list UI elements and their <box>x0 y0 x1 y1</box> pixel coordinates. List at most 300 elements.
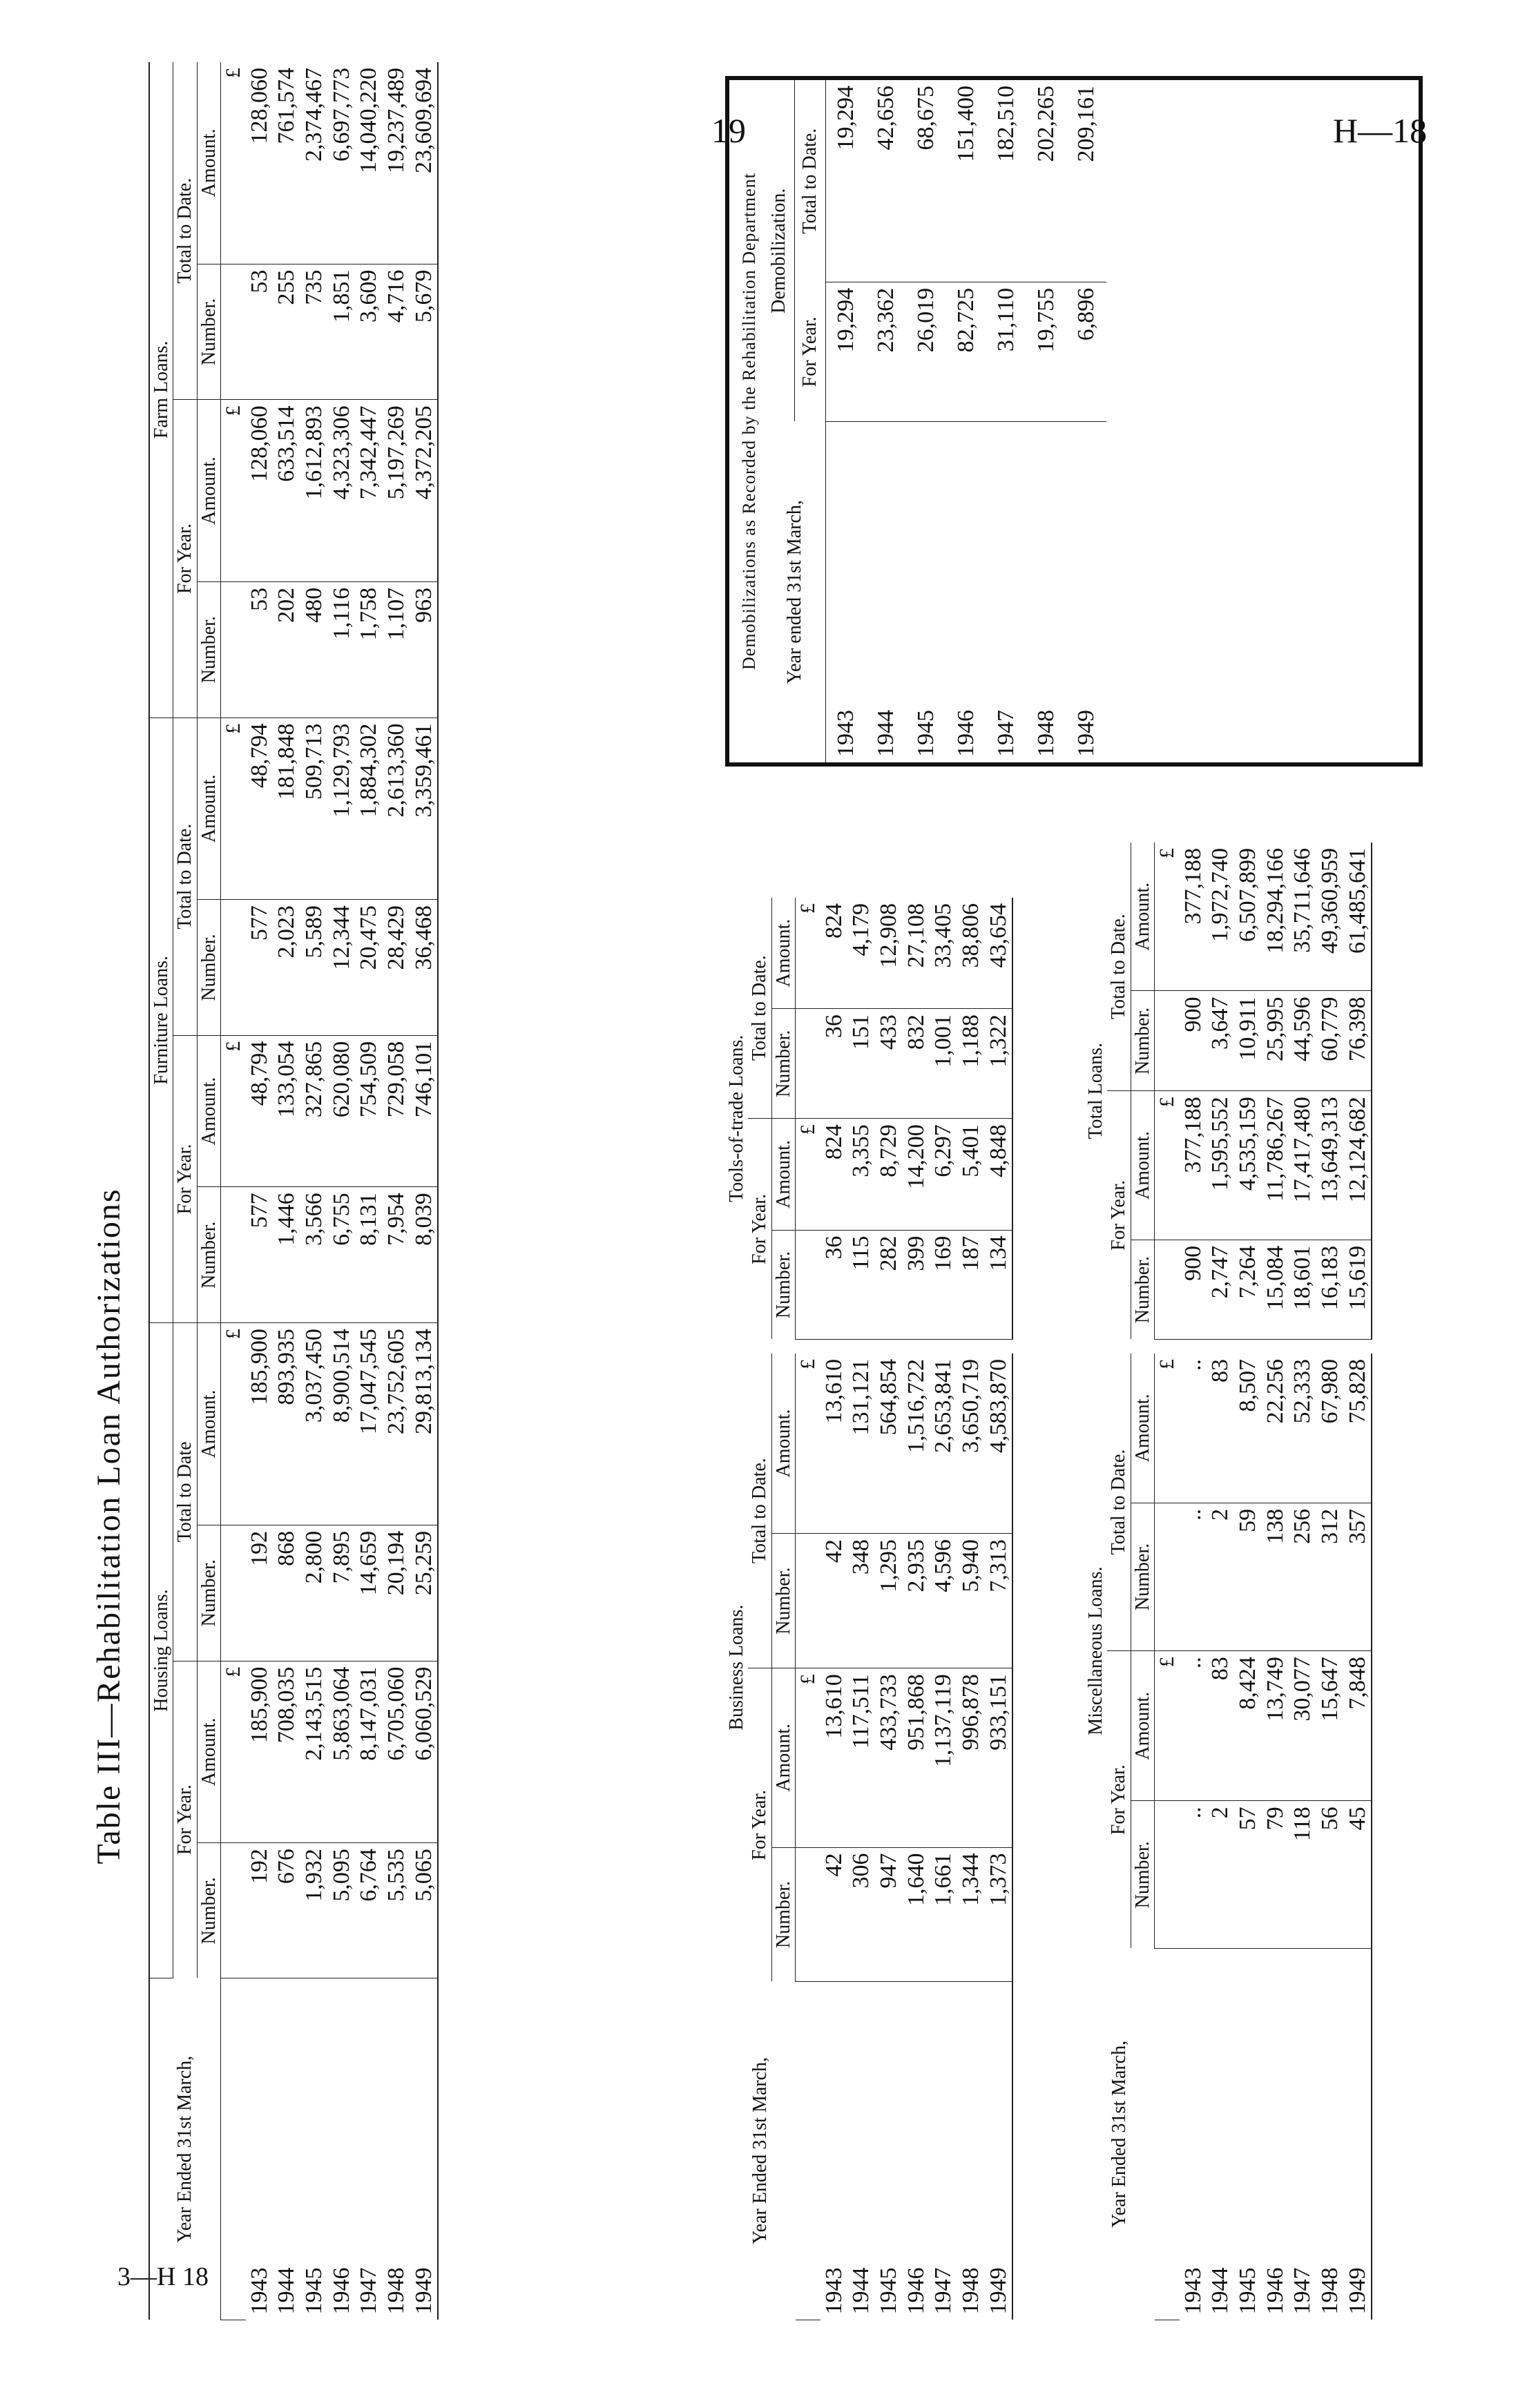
empty-cell <box>221 1978 246 2320</box>
value-cell: 893,935 <box>273 1323 300 1525</box>
value-cell: 1,344 <box>957 1847 985 1981</box>
loans-table-housing-furniture-farm <box>148 62 439 2320</box>
value-cell: 29,813,134 <box>410 1323 439 1525</box>
value-cell: 7,954 <box>383 1187 410 1323</box>
value-cell: 3,609 <box>355 264 383 400</box>
value-cell: 8,039 <box>410 1187 439 1323</box>
pound-row <box>796 1354 820 2320</box>
value-cell: 14,040,220 <box>355 62 383 264</box>
year-cell: 1944 <box>1207 2267 1233 2315</box>
value-cell: 17,417,480 <box>1289 1091 1316 1240</box>
section-title: Total Loans. <box>1085 1042 1106 1139</box>
col-header-number: Number. <box>1131 1503 1154 1650</box>
empty-cell <box>1155 1240 1180 1339</box>
year-cell: 1943 <box>820 2267 847 2315</box>
table-row <box>903 1354 930 2320</box>
value-cell: 761,574 <box>273 62 300 264</box>
value-cell: 118 <box>1289 1801 1316 1948</box>
pound-sign: £ <box>221 62 246 264</box>
empty-cell <box>796 1534 820 1668</box>
demobilizations-box <box>725 76 1423 767</box>
col-header-number: Number. <box>197 1187 220 1323</box>
table-row <box>1180 842 1207 1340</box>
col-header-amount: Amount. <box>197 400 220 582</box>
table-row <box>985 898 1013 1340</box>
col-header-amount: Amount. <box>197 1661 220 1843</box>
value-cell: 18,601 <box>1289 1240 1316 1339</box>
value-cell: 19,294 <box>826 80 867 282</box>
value-cell: 306 <box>847 1847 875 1981</box>
sub-header: Total to Date. <box>1107 842 1131 1091</box>
table-row <box>1207 842 1234 1340</box>
table-title: Table III—Rehabilitation Loan Authorizations <box>90 1188 127 1865</box>
col-header-amount: Amount. <box>1131 1651 1154 1801</box>
year-cell: 1944 <box>873 710 899 757</box>
table-row <box>1262 842 1289 1340</box>
col-header-amount: Amount. <box>771 1119 795 1230</box>
value-cell: 256 <box>1289 1503 1316 1650</box>
value-cell: 3,359,461 <box>410 717 439 900</box>
pound-row <box>221 62 246 2320</box>
value-cell: 1,661 <box>930 1847 957 1981</box>
value-cell: 3,566 <box>300 1187 328 1323</box>
table-row <box>1234 1354 1262 2320</box>
value-cell: 7,895 <box>328 1525 356 1661</box>
table-row <box>246 62 273 2320</box>
value-cell: 900 <box>1180 991 1207 1091</box>
value-cell: 45 <box>1344 1801 1372 1948</box>
empty-cell <box>221 1843 246 1978</box>
value-cell: 12,908 <box>875 898 903 1009</box>
value-cell: 5,535 <box>383 1843 410 1978</box>
col-header-amount: Amount. <box>197 1035 220 1187</box>
year-cell: 1947 <box>1289 2267 1316 2315</box>
value-cell: 399 <box>903 1230 930 1339</box>
value-cell: 30,077 <box>1289 1651 1316 1801</box>
value-cell: 33,405 <box>930 898 957 1009</box>
value-cell: 42 <box>820 1847 848 1981</box>
value-cell: 1,640 <box>903 1847 930 1981</box>
value-cell: 36 <box>820 1230 848 1339</box>
year-cell: 1945 <box>913 710 939 757</box>
value-cell: 5,065 <box>410 1843 439 1978</box>
year-cell: 1943 <box>246 2267 272 2315</box>
sub-header: Total to Date. <box>173 717 197 1035</box>
empty-cell <box>1155 1801 1180 1948</box>
value-cell: 169 <box>930 1230 957 1339</box>
value-cell: 202,265 <box>1026 80 1066 282</box>
empty-cell <box>1155 1948 1180 2320</box>
value-cell: 14,200 <box>903 1119 930 1230</box>
value-cell: 2,653,841 <box>930 1354 957 1534</box>
year-header: Year Ended 31st March, <box>749 2057 771 2244</box>
value-cell: 377,188 <box>1180 842 1207 991</box>
pound-sign: £ <box>796 1354 820 1534</box>
value-cell: 23,609,694 <box>410 62 439 264</box>
table-row <box>820 1354 848 2320</box>
value-cell: 36 <box>820 1009 848 1119</box>
value-cell: 2 <box>1207 1503 1234 1650</box>
value-cell: .. <box>1180 1801 1207 1948</box>
value-cell: 11,786,267 <box>1262 1091 1289 1240</box>
value-cell: .. <box>1180 1503 1207 1650</box>
value-cell: 1,595,552 <box>1207 1091 1234 1240</box>
empty-cell <box>221 1525 246 1661</box>
value-cell: 1,972,740 <box>1207 842 1234 991</box>
table-row <box>1289 1354 1316 2320</box>
pound-sign: £ <box>796 898 820 1009</box>
year-cell: 1949 <box>1073 710 1099 757</box>
table-row <box>906 80 946 762</box>
value-cell: 26,019 <box>906 282 946 421</box>
table-row <box>957 898 985 1340</box>
value-cell: 2,935 <box>903 1534 930 1668</box>
value-cell: 824 <box>820 898 848 1009</box>
value-cell: 185,900 <box>246 1661 273 1843</box>
sub-header: For Year. <box>748 1119 771 1340</box>
value-cell: 19,237,489 <box>383 62 410 264</box>
value-cell: 4,583,870 <box>985 1354 1013 1534</box>
pound-row <box>1155 1354 1180 2320</box>
value-cell: 117,511 <box>847 1668 875 1847</box>
value-cell: 128,060 <box>246 62 273 264</box>
year-cell: 1947 <box>930 2267 957 2315</box>
value-cell: 52,333 <box>1289 1354 1316 1503</box>
value-cell: 1,373 <box>985 1847 1013 1981</box>
table-row <box>1026 80 1066 762</box>
pound-sign: £ <box>796 1119 820 1230</box>
col-header-number: Number. <box>197 900 220 1036</box>
value-cell: 327,865 <box>300 1035 328 1187</box>
value-cell: 134 <box>985 1230 1013 1339</box>
col-header-number: Number. <box>1131 1240 1154 1339</box>
col-header-amount: Amount. <box>197 717 220 900</box>
table-row <box>930 898 957 1340</box>
group-header: Demobilization. <box>764 80 795 421</box>
table-row <box>957 1354 985 2320</box>
rotated-page-content <box>90 62 1437 2320</box>
value-cell: 6,507,899 <box>1234 842 1262 991</box>
empty-cell <box>221 264 246 400</box>
value-cell: 8,729 <box>875 1119 903 1230</box>
value-cell: 1,295 <box>875 1534 903 1668</box>
value-cell: 59 <box>1234 1503 1262 1650</box>
table-row <box>1344 1354 1372 2320</box>
value-cell: 42 <box>820 1534 848 1668</box>
value-cell: 4,596 <box>930 1534 957 1668</box>
value-cell: 433,733 <box>875 1668 903 1847</box>
year-cell: 1945 <box>1235 2267 1261 2315</box>
year-cell: 1948 <box>1317 2267 1343 2315</box>
pound-row <box>796 898 820 1340</box>
year-cell: 1943 <box>833 710 858 757</box>
value-cell: 182,510 <box>986 80 1026 282</box>
value-cell: 57 <box>1234 1801 1262 1948</box>
value-cell: 35,711,646 <box>1289 842 1316 991</box>
year-cell: 1945 <box>301 2267 327 2315</box>
value-cell: 82,725 <box>946 282 986 421</box>
table-row <box>355 62 383 2320</box>
table-row <box>826 80 867 762</box>
sub-header: For Year. <box>748 1668 771 1982</box>
col-header-number: Number. <box>771 1534 795 1668</box>
value-cell: 38,806 <box>957 898 985 1009</box>
value-cell: 15,647 <box>1316 1651 1344 1801</box>
value-cell: 23,752,605 <box>383 1323 410 1525</box>
value-cell: 12,344 <box>328 900 356 1036</box>
value-cell: 68,675 <box>906 80 946 282</box>
value-cell: 951,868 <box>903 1668 930 1847</box>
value-cell: 5,679 <box>410 264 439 400</box>
value-cell: 735 <box>300 264 328 400</box>
year-cell: 1947 <box>356 2267 382 2315</box>
value-cell: 3,355 <box>847 1119 875 1230</box>
value-cell: 1,001 <box>930 1009 957 1119</box>
col-header-number: Number. <box>197 264 220 400</box>
value-cell: 31,110 <box>986 282 1026 421</box>
total-loans-table <box>1084 842 1372 1340</box>
col-header-number: Number. <box>197 1843 220 1978</box>
sub-header: For Year. <box>173 1035 197 1322</box>
demobilizations-table <box>764 80 1106 762</box>
value-cell: 17,047,545 <box>355 1323 383 1525</box>
value-cell: 20,475 <box>355 900 383 1036</box>
empty-cell <box>796 1847 820 1981</box>
value-cell: 15,619 <box>1344 1240 1372 1339</box>
value-cell: 10,911 <box>1234 991 1262 1091</box>
table-row <box>273 62 300 2320</box>
col-header-number: Number. <box>1131 1801 1154 1948</box>
value-cell: 4,535,159 <box>1234 1091 1262 1240</box>
demobilizations-title: Demobilizations as Recorded by the Rehabilitation Department <box>739 173 759 670</box>
value-cell: 746,101 <box>410 1035 439 1187</box>
value-cell: 115 <box>847 1230 875 1339</box>
value-cell: 56 <box>1316 1801 1344 1948</box>
year-cell: 1948 <box>383 2267 410 2315</box>
value-cell: 2,747 <box>1207 1240 1234 1339</box>
value-cell: 357 <box>1344 1503 1372 1650</box>
table-row <box>1289 842 1316 1340</box>
value-cell: 1,116 <box>328 581 356 717</box>
section-title: Miscellaneous Loans. <box>1085 1566 1106 1735</box>
value-cell: 151 <box>847 1009 875 1119</box>
value-cell: 1,446 <box>273 1187 300 1323</box>
value-cell: 83 <box>1207 1651 1234 1801</box>
value-cell: 192 <box>246 1525 273 1661</box>
value-cell: 131,121 <box>847 1354 875 1534</box>
value-cell: 23,362 <box>866 282 906 421</box>
value-cell: 633,514 <box>273 400 300 582</box>
table-row <box>1344 842 1372 1340</box>
table-row <box>328 62 356 2320</box>
col-header-number: Number. <box>197 581 220 717</box>
value-cell: 6,297 <box>930 1119 957 1230</box>
value-cell: 312 <box>1316 1503 1344 1650</box>
value-cell: 1,758 <box>355 581 383 717</box>
value-cell: 676 <box>273 1843 300 1978</box>
value-cell: 708,035 <box>273 1661 300 1843</box>
value-cell: 202 <box>273 581 300 717</box>
year-header: Year Ended 31st March, <box>1108 2040 1131 2228</box>
year-cell: 1944 <box>848 2267 874 2315</box>
value-cell: 28,429 <box>383 900 410 1036</box>
group-header: Farm Loans. <box>149 62 173 717</box>
miscellaneous-loans-table <box>1084 1354 1372 2320</box>
pound-sign: £ <box>221 1323 246 1525</box>
value-cell: 27,108 <box>903 898 930 1009</box>
col-header: For Year. <box>795 282 826 421</box>
value-cell: 42,656 <box>866 80 906 282</box>
table-row <box>1316 842 1344 1340</box>
sub-header: For Year. <box>173 1661 197 1978</box>
year-cell: 1949 <box>410 1978 439 2320</box>
value-cell: 1,137,119 <box>930 1668 957 1847</box>
value-cell: 933,151 <box>985 1668 1013 1847</box>
value-cell: 824 <box>820 1119 848 1230</box>
value-cell: 7,342,447 <box>355 400 383 582</box>
section-title: Tools-of-trade Loans. <box>726 1034 747 1202</box>
table-row <box>946 80 986 762</box>
value-cell: 44,596 <box>1289 991 1316 1091</box>
value-cell: 8,424 <box>1234 1651 1262 1801</box>
value-cell: 2,613,360 <box>383 717 410 900</box>
empty-cell <box>796 1981 820 2320</box>
value-cell: 577 <box>246 1187 273 1323</box>
sub-header: Total to Date. <box>1107 1354 1131 1651</box>
col-header-amount: Amount. <box>1131 842 1154 991</box>
pound-sign: £ <box>796 1668 820 1847</box>
empty-cell <box>221 1187 246 1323</box>
table-row <box>1066 80 1106 762</box>
value-cell: 75,828 <box>1344 1354 1372 1503</box>
value-cell: 25,995 <box>1262 991 1289 1091</box>
table-row <box>410 62 439 2320</box>
value-cell: 963 <box>410 581 439 717</box>
value-cell: 187 <box>957 1230 985 1339</box>
sub-header: Total to Date. <box>748 1354 771 1668</box>
value-cell: 138 <box>1262 1503 1289 1650</box>
value-cell: 1,107 <box>383 581 410 717</box>
value-cell: 83 <box>1207 1354 1234 1503</box>
value-cell: 18,294,166 <box>1262 842 1289 991</box>
table-row <box>847 898 875 1340</box>
value-cell: 8,147,031 <box>355 1661 383 1843</box>
value-cell: 348 <box>847 1534 875 1668</box>
pound-sign: £ <box>1155 842 1180 991</box>
empty-cell <box>796 1009 820 1119</box>
pound-sign: £ <box>1155 1354 1180 1503</box>
business-loans-table <box>725 1354 1013 2320</box>
value-cell: 1,129,793 <box>328 717 356 900</box>
value-cell: 4,372,205 <box>410 400 439 582</box>
value-cell: 1,188 <box>957 1009 985 1119</box>
value-cell: 3,647 <box>1207 991 1234 1091</box>
pound-sign: £ <box>1155 1091 1180 1240</box>
table-row <box>1316 1354 1344 2320</box>
value-cell: 1,851 <box>328 264 356 400</box>
pound-sign: £ <box>221 717 246 900</box>
col-header-amount: Amount. <box>771 898 795 1009</box>
value-cell: 3,650,719 <box>957 1354 985 1534</box>
value-cell: 729,058 <box>383 1035 410 1187</box>
value-cell: 832 <box>903 1009 930 1119</box>
pound-row <box>1155 842 1180 1340</box>
year-cell: 1946 <box>953 710 979 757</box>
col-header-amount: Amount. <box>771 1668 795 1847</box>
sub-header: For Year. <box>173 400 197 717</box>
value-cell: 16,183 <box>1316 1240 1344 1339</box>
table-row <box>1207 1354 1234 2320</box>
value-cell: .. <box>1180 1651 1207 1801</box>
value-cell: 282 <box>875 1230 903 1339</box>
empty-cell <box>1155 991 1180 1091</box>
year-cell: 1946 <box>328 2267 354 2315</box>
value-cell: 151,400 <box>946 80 986 282</box>
year-cell: 1949 <box>1344 1948 1372 2320</box>
year-cell: 1946 <box>1262 2267 1288 2315</box>
empty-cell <box>221 581 246 717</box>
col-header-number: Number. <box>197 1525 220 1661</box>
value-cell: 48,794 <box>246 1035 273 1187</box>
value-cell: 209,161 <box>1066 80 1106 282</box>
value-cell: 2,023 <box>273 900 300 1036</box>
value-cell: 1,612,893 <box>300 400 328 582</box>
value-cell: 377,188 <box>1180 1091 1207 1240</box>
value-cell: 22,256 <box>1262 1354 1289 1503</box>
value-cell: 14,659 <box>355 1525 383 1661</box>
value-cell: 79 <box>1262 1801 1289 1948</box>
value-cell: 67,980 <box>1316 1354 1344 1503</box>
value-cell: 8,900,514 <box>328 1323 356 1525</box>
value-cell: 754,509 <box>355 1035 383 1187</box>
value-cell: 12,124,682 <box>1344 1091 1372 1240</box>
year-cell: 1944 <box>273 2267 300 2315</box>
empty-cell <box>1155 1503 1180 1650</box>
value-cell: 13,610 <box>820 1354 848 1534</box>
value-cell: 4,716 <box>383 264 410 400</box>
value-cell: 5,589 <box>300 900 328 1036</box>
value-cell: 4,323,306 <box>328 400 356 582</box>
value-cell: 53 <box>246 581 273 717</box>
empty-cell <box>796 1230 820 1339</box>
page-footer: 3—H 18 <box>117 2262 209 2291</box>
value-cell: 7,313 <box>985 1534 1013 1668</box>
value-cell: 8,507 <box>1234 1354 1262 1503</box>
table-row <box>1262 1354 1289 2320</box>
col-header-amount: Amount. <box>771 1354 795 1534</box>
value-cell: 61,485,641 <box>1344 842 1372 991</box>
value-cell: 1,322 <box>985 1009 1013 1119</box>
year-header: Year Ended 31st March, <box>149 1978 221 2320</box>
value-cell: 480 <box>300 581 328 717</box>
group-header: Furniture Loans. <box>149 717 173 1323</box>
value-cell: 1,932 <box>300 1843 328 1978</box>
col-header-amount: Amount. <box>197 1323 220 1525</box>
value-cell: 4,179 <box>847 898 875 1009</box>
table-row <box>1180 1354 1207 2320</box>
value-cell: 36,468 <box>410 900 439 1036</box>
value-cell: 13,749 <box>1262 1651 1289 1801</box>
table-row <box>1234 842 1262 1340</box>
value-cell: 7,264 <box>1234 1240 1262 1339</box>
value-cell: 5,863,064 <box>328 1661 356 1843</box>
value-cell: 5,197,269 <box>383 400 410 582</box>
col-header-amount: Amount. <box>197 62 220 264</box>
value-cell: 620,080 <box>328 1035 356 1187</box>
col-header-number: Number. <box>1131 991 1154 1091</box>
value-cell: 1,516,722 <box>903 1354 930 1534</box>
value-cell: 19,755 <box>1026 282 1066 421</box>
